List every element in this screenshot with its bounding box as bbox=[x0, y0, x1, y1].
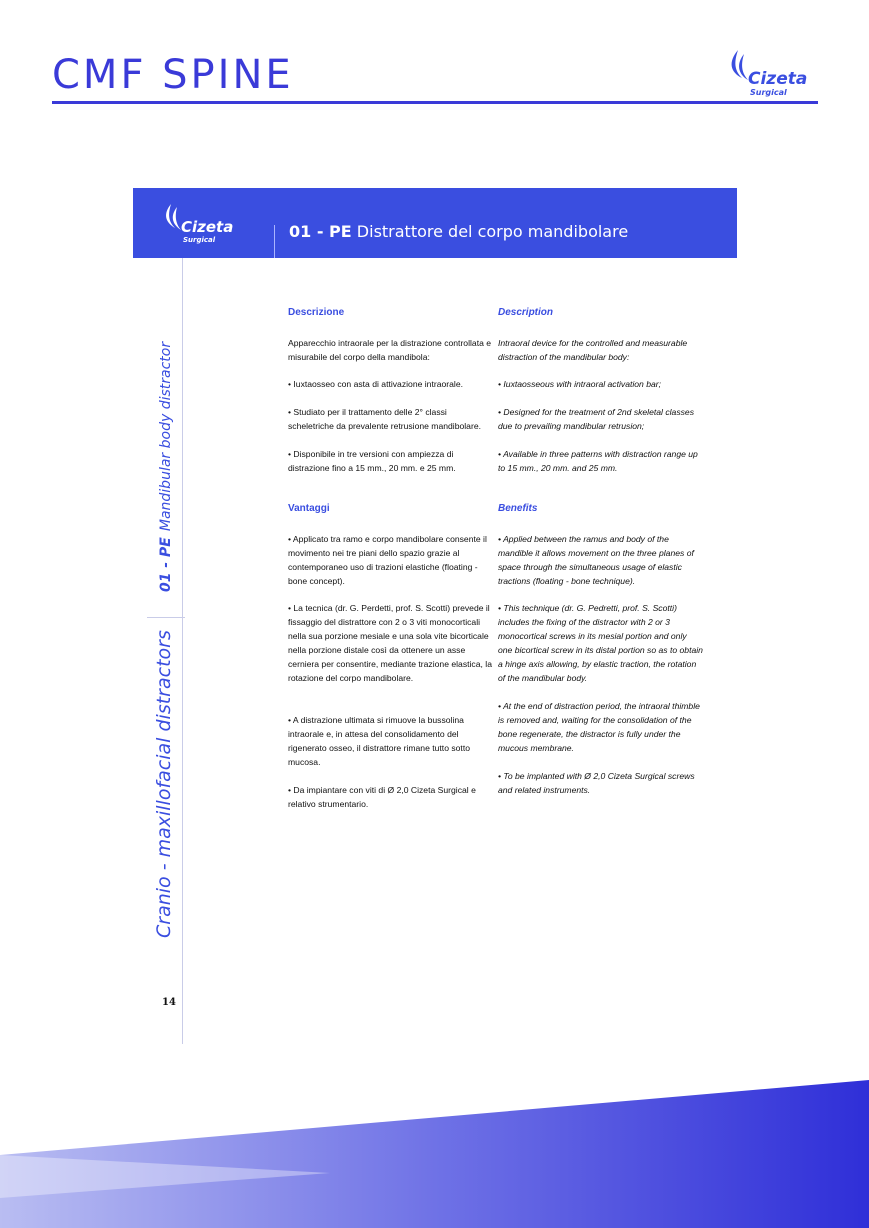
italian-benefit: • Applicato tra ramo e corpo mandibolare consente il movimento nei tre piani dello spazio grazie al contemporaneo uso di trazioni elastiche (floating - bone concept). bbox=[288, 534, 487, 586]
sidebar-vertical-label bbox=[150, 338, 178, 938]
cizeta-logo-icon bbox=[724, 48, 816, 100]
italian-benefit: • A distrazione ultimata si rimuove la bussolina intraorale e, in attesa del consolidamento del rigenerato osseo, il distrattore rimane tutto sotto mucosa. bbox=[288, 715, 470, 767]
descrizione-heading: Descrizione bbox=[288, 307, 345, 318]
english-benefit: • Applied between the ramus and body of the mandible it allows movement on the three planes of space through the simultaneous usage of elastic tractions (floating - bone technique). bbox=[498, 534, 694, 586]
italian-intro: Apparecchio intraorale per la distrazione controllata e misurabile del corpo della mandibola: bbox=[288, 338, 492, 362]
banner-logo-wordmark: Cizeta bbox=[181, 218, 234, 236]
cizeta-logo-icon bbox=[161, 202, 241, 246]
english-intro: Intraoral device for the controlled and measurable distraction of the mandibular body: bbox=[498, 338, 688, 362]
description-heading: Description bbox=[498, 307, 554, 318]
decorative-bottom-band bbox=[0, 1080, 869, 1228]
vantaggi-heading: Vantaggi bbox=[288, 503, 330, 514]
product-banner bbox=[133, 188, 737, 258]
italian-point: • Disponibile in tre versioni con ampiezza di distrazione fino a 15 mm., 20 mm. e 25 mm. bbox=[288, 449, 456, 473]
benefits-heading: Benefits bbox=[498, 503, 538, 514]
sidebar-rule bbox=[182, 258, 183, 1044]
sidebar-code: 01 - PE bbox=[158, 537, 174, 593]
cizeta-logo bbox=[724, 48, 816, 100]
italian-point: • Iuxtaosseo con asta di attivazione intraorale. bbox=[288, 379, 463, 389]
italian-benefit: • La tecnica (dr. G. Perdetti, prof. S. Scotti) prevede il fissaggio del distrattore con 2 o 3 viti monocorticali nella sua porzione mesiale e una sola vite bicorticale nella porzione distale così da ottenere un asse cerniera per consentire, mediante trazione elastica, la rotazione del corpo mandibolare. bbox=[288, 603, 492, 683]
banner-logo-subtext: Surgical bbox=[183, 236, 216, 244]
page-title: CMF SPINE bbox=[52, 52, 294, 98]
product-code: 01 - PE bbox=[289, 222, 352, 241]
sidebar-section: Cranio - maxillofacial distractors bbox=[153, 630, 175, 938]
logo-subtext: Surgical bbox=[750, 88, 787, 97]
italian-benefit: • Da impiantare con viti di Ø 2,0 Cizeta Surgical e relativo strumentario. bbox=[288, 785, 476, 809]
banner-divider bbox=[274, 225, 275, 258]
page-number: 14 bbox=[162, 997, 176, 1008]
english-point: • Iuxtaosseous with intraoral activation bar; bbox=[498, 379, 662, 389]
english-point: • Available in three patterns with distraction range up to 15 mm., 20 mm. and 25 mm. bbox=[498, 449, 698, 473]
product-name: Distrattore del corpo mandibolare bbox=[356, 222, 629, 241]
english-benefit: • This technique (dr. G. Pedretti, prof. S. Scotti) includes the fixing of the distractor with 2 or 3 monocortical screws in its mesial portion and only one bicortical screw in its distal portion so as to obtain a hinge axis allowing, by elastic traction, the rotation of the mandibular body. bbox=[498, 603, 703, 683]
sidebar-divider bbox=[147, 617, 185, 618]
banner-logo bbox=[161, 202, 241, 246]
sidebar-product: Mandibular body distractor bbox=[158, 341, 174, 532]
logo-wordmark: Cizeta bbox=[748, 69, 808, 89]
italian-point: • Studiato per il trattamento delle 2° classi scheletriche da prevalente retrusione mandibolare. bbox=[288, 407, 481, 431]
english-point: • Designed for the treatment of 2nd skeletal classes due to prevailing mandibular retrusion; bbox=[498, 407, 694, 431]
english-benefit: • To be implanted with Ø 2,0 Cizeta Surgical screws and related instruments. bbox=[498, 771, 695, 795]
english-benefit: • At the end of distraction period, the intraoral thimble is removed and, waiting for the consolidation of the bone regenerate, the distractor is fully under the mucous membrane. bbox=[498, 701, 700, 753]
header-rule bbox=[52, 101, 818, 104]
banner-title bbox=[289, 222, 628, 241]
